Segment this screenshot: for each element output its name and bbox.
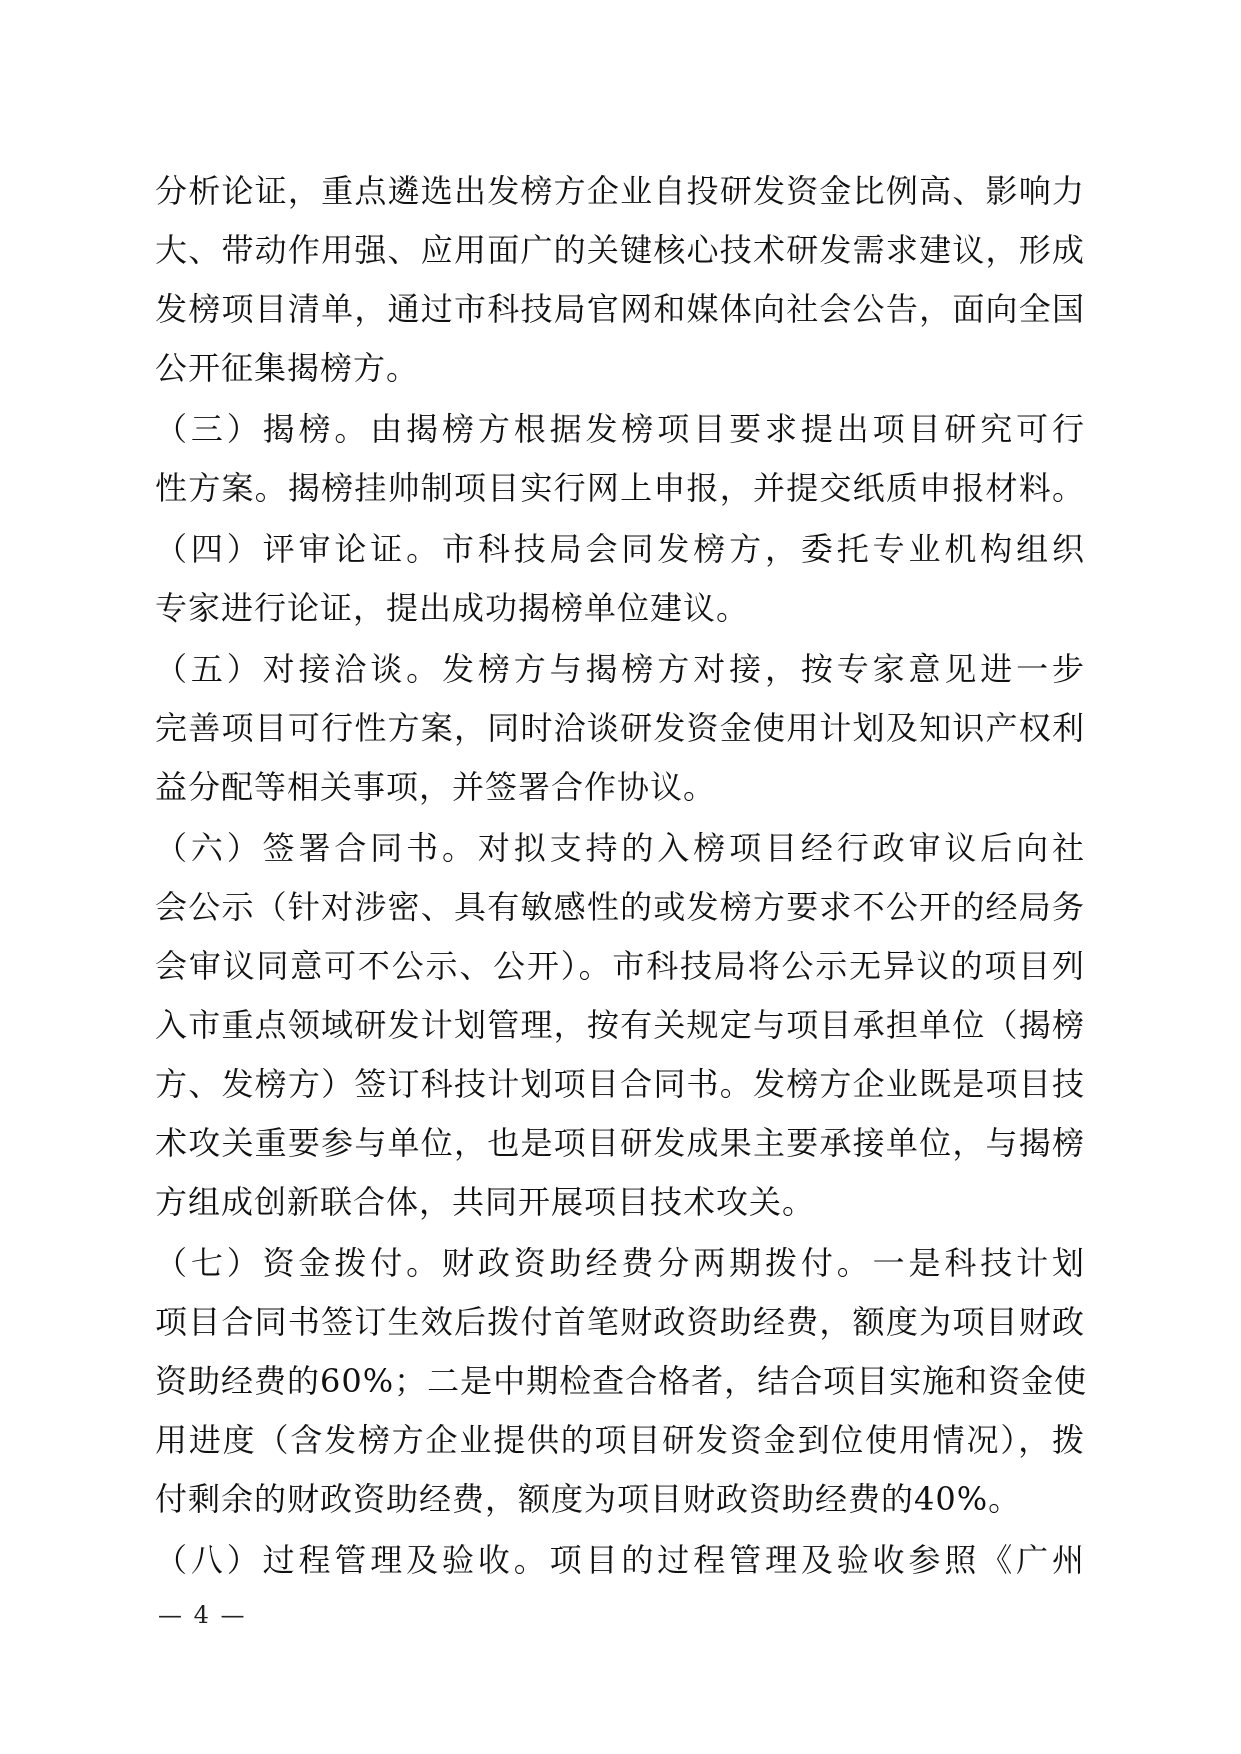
text-line: 性方案。揭榜挂帅制项目实行网上申报，并提交纸质申报材料。 xyxy=(155,469,1085,507)
text-line: （四）评审论证。市科技局会同发榜方，委托专业机构组织 xyxy=(155,530,1085,568)
text-line: （八）过程管理及验收。项目的过程管理及验收参照《广州 xyxy=(155,1541,1085,1579)
text-line: （六）签署合同书。对拟支持的入榜项目经行政审议后向社 xyxy=(155,829,1085,867)
text-line: 项目合同书签订生效后拨付首笔财政资助经费，额度为项目财政 xyxy=(155,1303,1085,1341)
paragraph xyxy=(155,819,1085,1232)
text-line: 益分配等相关事项，并签署合作协议。 xyxy=(155,768,717,806)
text-line: 入市重点领域研发计划管理，按有关规定与项目承担单位（揭榜 xyxy=(155,1006,1085,1044)
text-line: （七）资金拨付。财政资助经费分两期拨付。一是科技计划 xyxy=(155,1244,1085,1282)
text-line: 术攻关重要参与单位，也是项目研发成果主要承接单位，与揭榜 xyxy=(155,1124,1085,1162)
text-line: 公开征集揭榜方。 xyxy=(155,349,420,387)
text-line: 付剩余的财政资助经费，额度为项目财政资助经费的40%。 xyxy=(155,1480,1022,1518)
paragraph xyxy=(155,520,1085,638)
text-line: （五）对接洽谈。发榜方与揭榜方对接，按专家意见进一步 xyxy=(155,650,1085,688)
text-line: 大、带动作用强、应用面广的关键核心技术研发需求建议，形成 xyxy=(155,231,1085,269)
text-line: 会公示（针对涉密、具有敏感性的或发榜方要求不公开的经局务 xyxy=(155,888,1085,926)
body-text xyxy=(155,162,1088,1590)
paragraph xyxy=(155,640,1085,817)
text-line: 方、发榜方）签订科技计划项目合同书。发榜方企业既是项目技 xyxy=(155,1065,1085,1103)
text-line: 完善项目可行性方案，同时洽谈研发资金使用计划及知识产权利 xyxy=(155,709,1085,747)
text-line: 资助经费的60%；二是中期检查合格者，结合项目实施和资金使 xyxy=(155,1362,1088,1400)
text-line: 分析论证，重点遴选出发榜方企业自投研发资金比例高、影响力 xyxy=(155,172,1085,210)
text-line: （三）揭榜。由揭榜方根据发榜项目要求提出项目研究可行 xyxy=(155,410,1085,448)
paragraph xyxy=(155,1234,1088,1529)
text-line: 专家进行论证，提出成功揭榜单位建议。 xyxy=(155,589,750,627)
text-line: 用进度（含发榜方企业提供的项目研发资金到位使用情况），拨 xyxy=(155,1421,1085,1459)
paragraph xyxy=(155,1531,1085,1590)
text-line: 发榜项目清单，通过市科技局官网和媒体向社会公告，面向全国 xyxy=(155,290,1085,328)
paragraph xyxy=(155,162,1085,398)
text-line: 方组成创新联合体，共同开展项目技术攻关。 xyxy=(155,1183,816,1221)
paragraph xyxy=(155,400,1085,518)
page-number: — 4 — xyxy=(158,1601,247,1629)
text-line: 会审议同意可不公示、公开）。市科技局将公示无异议的项目列 xyxy=(155,947,1085,985)
